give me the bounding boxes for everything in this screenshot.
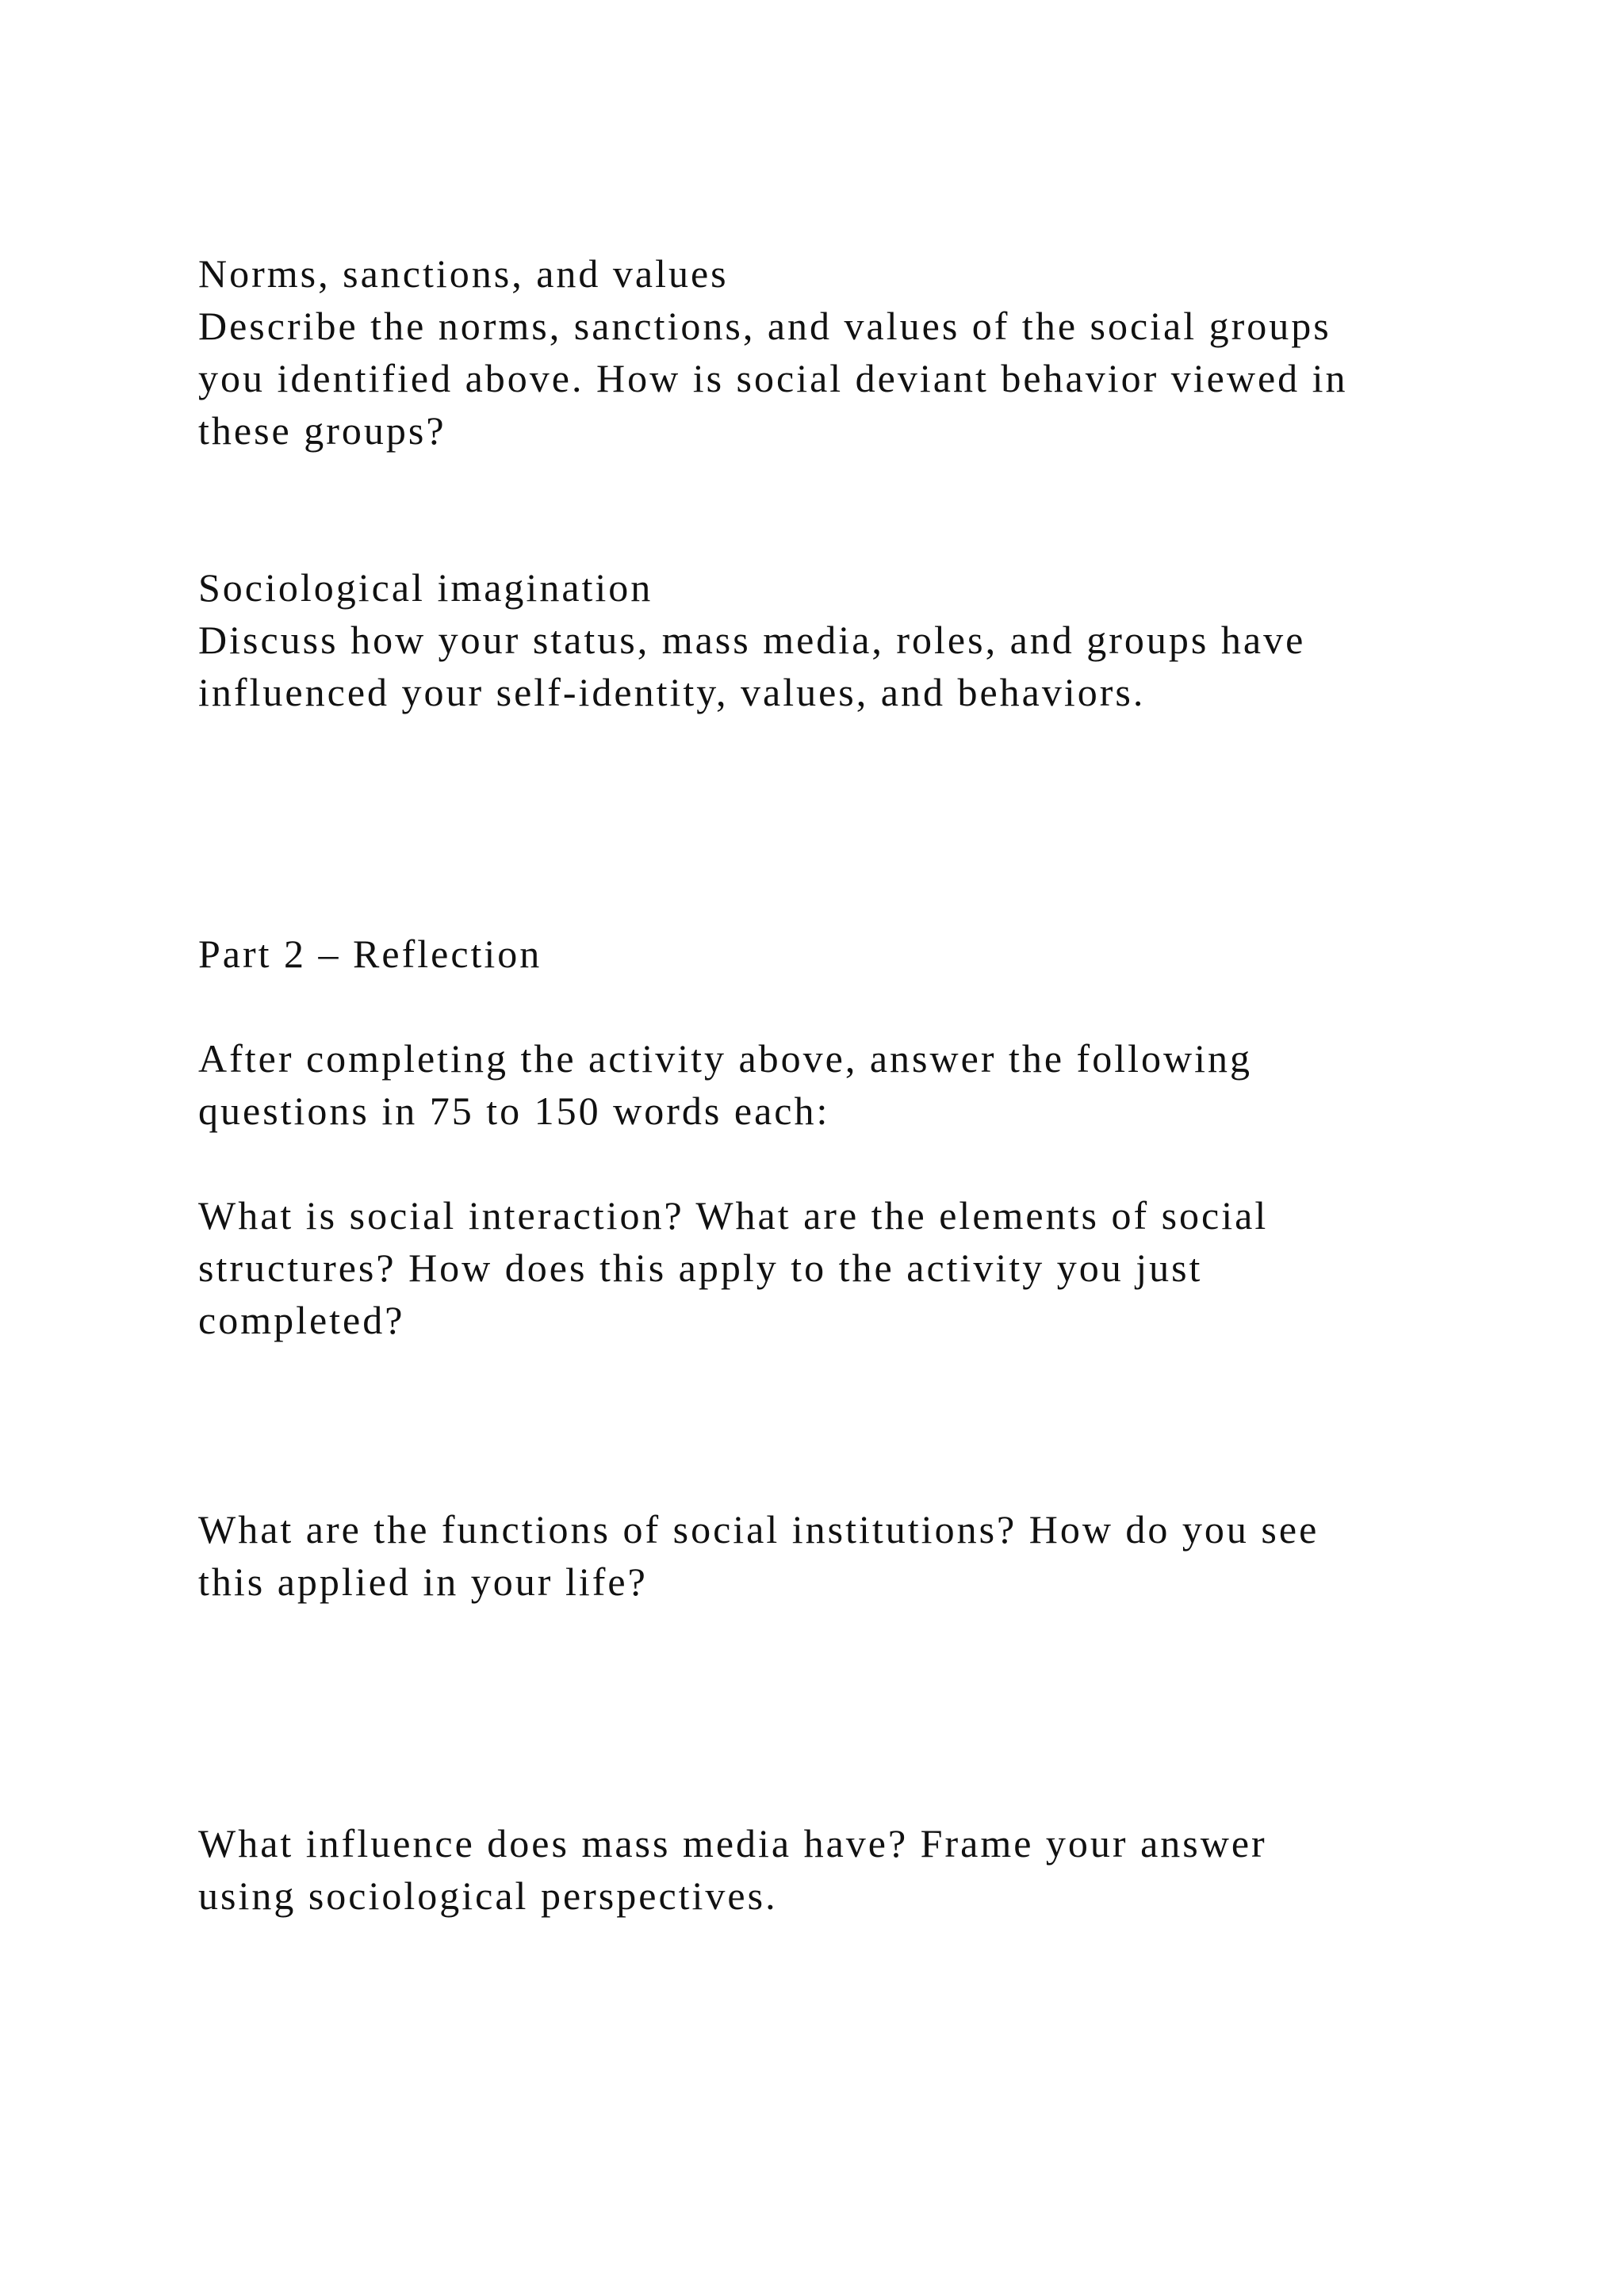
part2-intro-line: After completing the activity above, answer the following bbox=[198, 1036, 1252, 1081]
question1-line: What is social interaction? What are the elements of social bbox=[198, 1193, 1269, 1238]
question3-line: What influence does mass media have? Frame your answer bbox=[198, 1821, 1267, 1866]
norms-text-line: these groups? bbox=[198, 408, 446, 453]
question3-line: using sociological perspectives. bbox=[198, 1873, 778, 1918]
part2-heading: Part 2 – Reflection bbox=[198, 932, 542, 976]
imagination-heading: Sociological imagination bbox=[198, 565, 653, 610]
norms-heading: Norms, sanctions, and values bbox=[198, 251, 729, 296]
norms-text-line: Describe the norms, sanctions, and values of the social groups bbox=[198, 304, 1331, 348]
imagination-text-line: influenced your self-identity, values, and behaviors. bbox=[198, 670, 1146, 714]
question2-line: What are the functions of social institutions? How do you see bbox=[198, 1507, 1320, 1552]
question2-line: this applied in your life? bbox=[198, 1559, 648, 1604]
imagination-text-line: Discuss how your status, mass media, roles, and groups have bbox=[198, 618, 1306, 662]
norms-text-line: you identified above. How is social deviant behavior viewed in bbox=[198, 356, 1348, 400]
question1-line: completed? bbox=[198, 1298, 405, 1342]
question1-line: structures? How does this apply to the activity you just bbox=[198, 1246, 1203, 1290]
part2-intro-line: questions in 75 to 150 words each: bbox=[198, 1089, 830, 1133]
